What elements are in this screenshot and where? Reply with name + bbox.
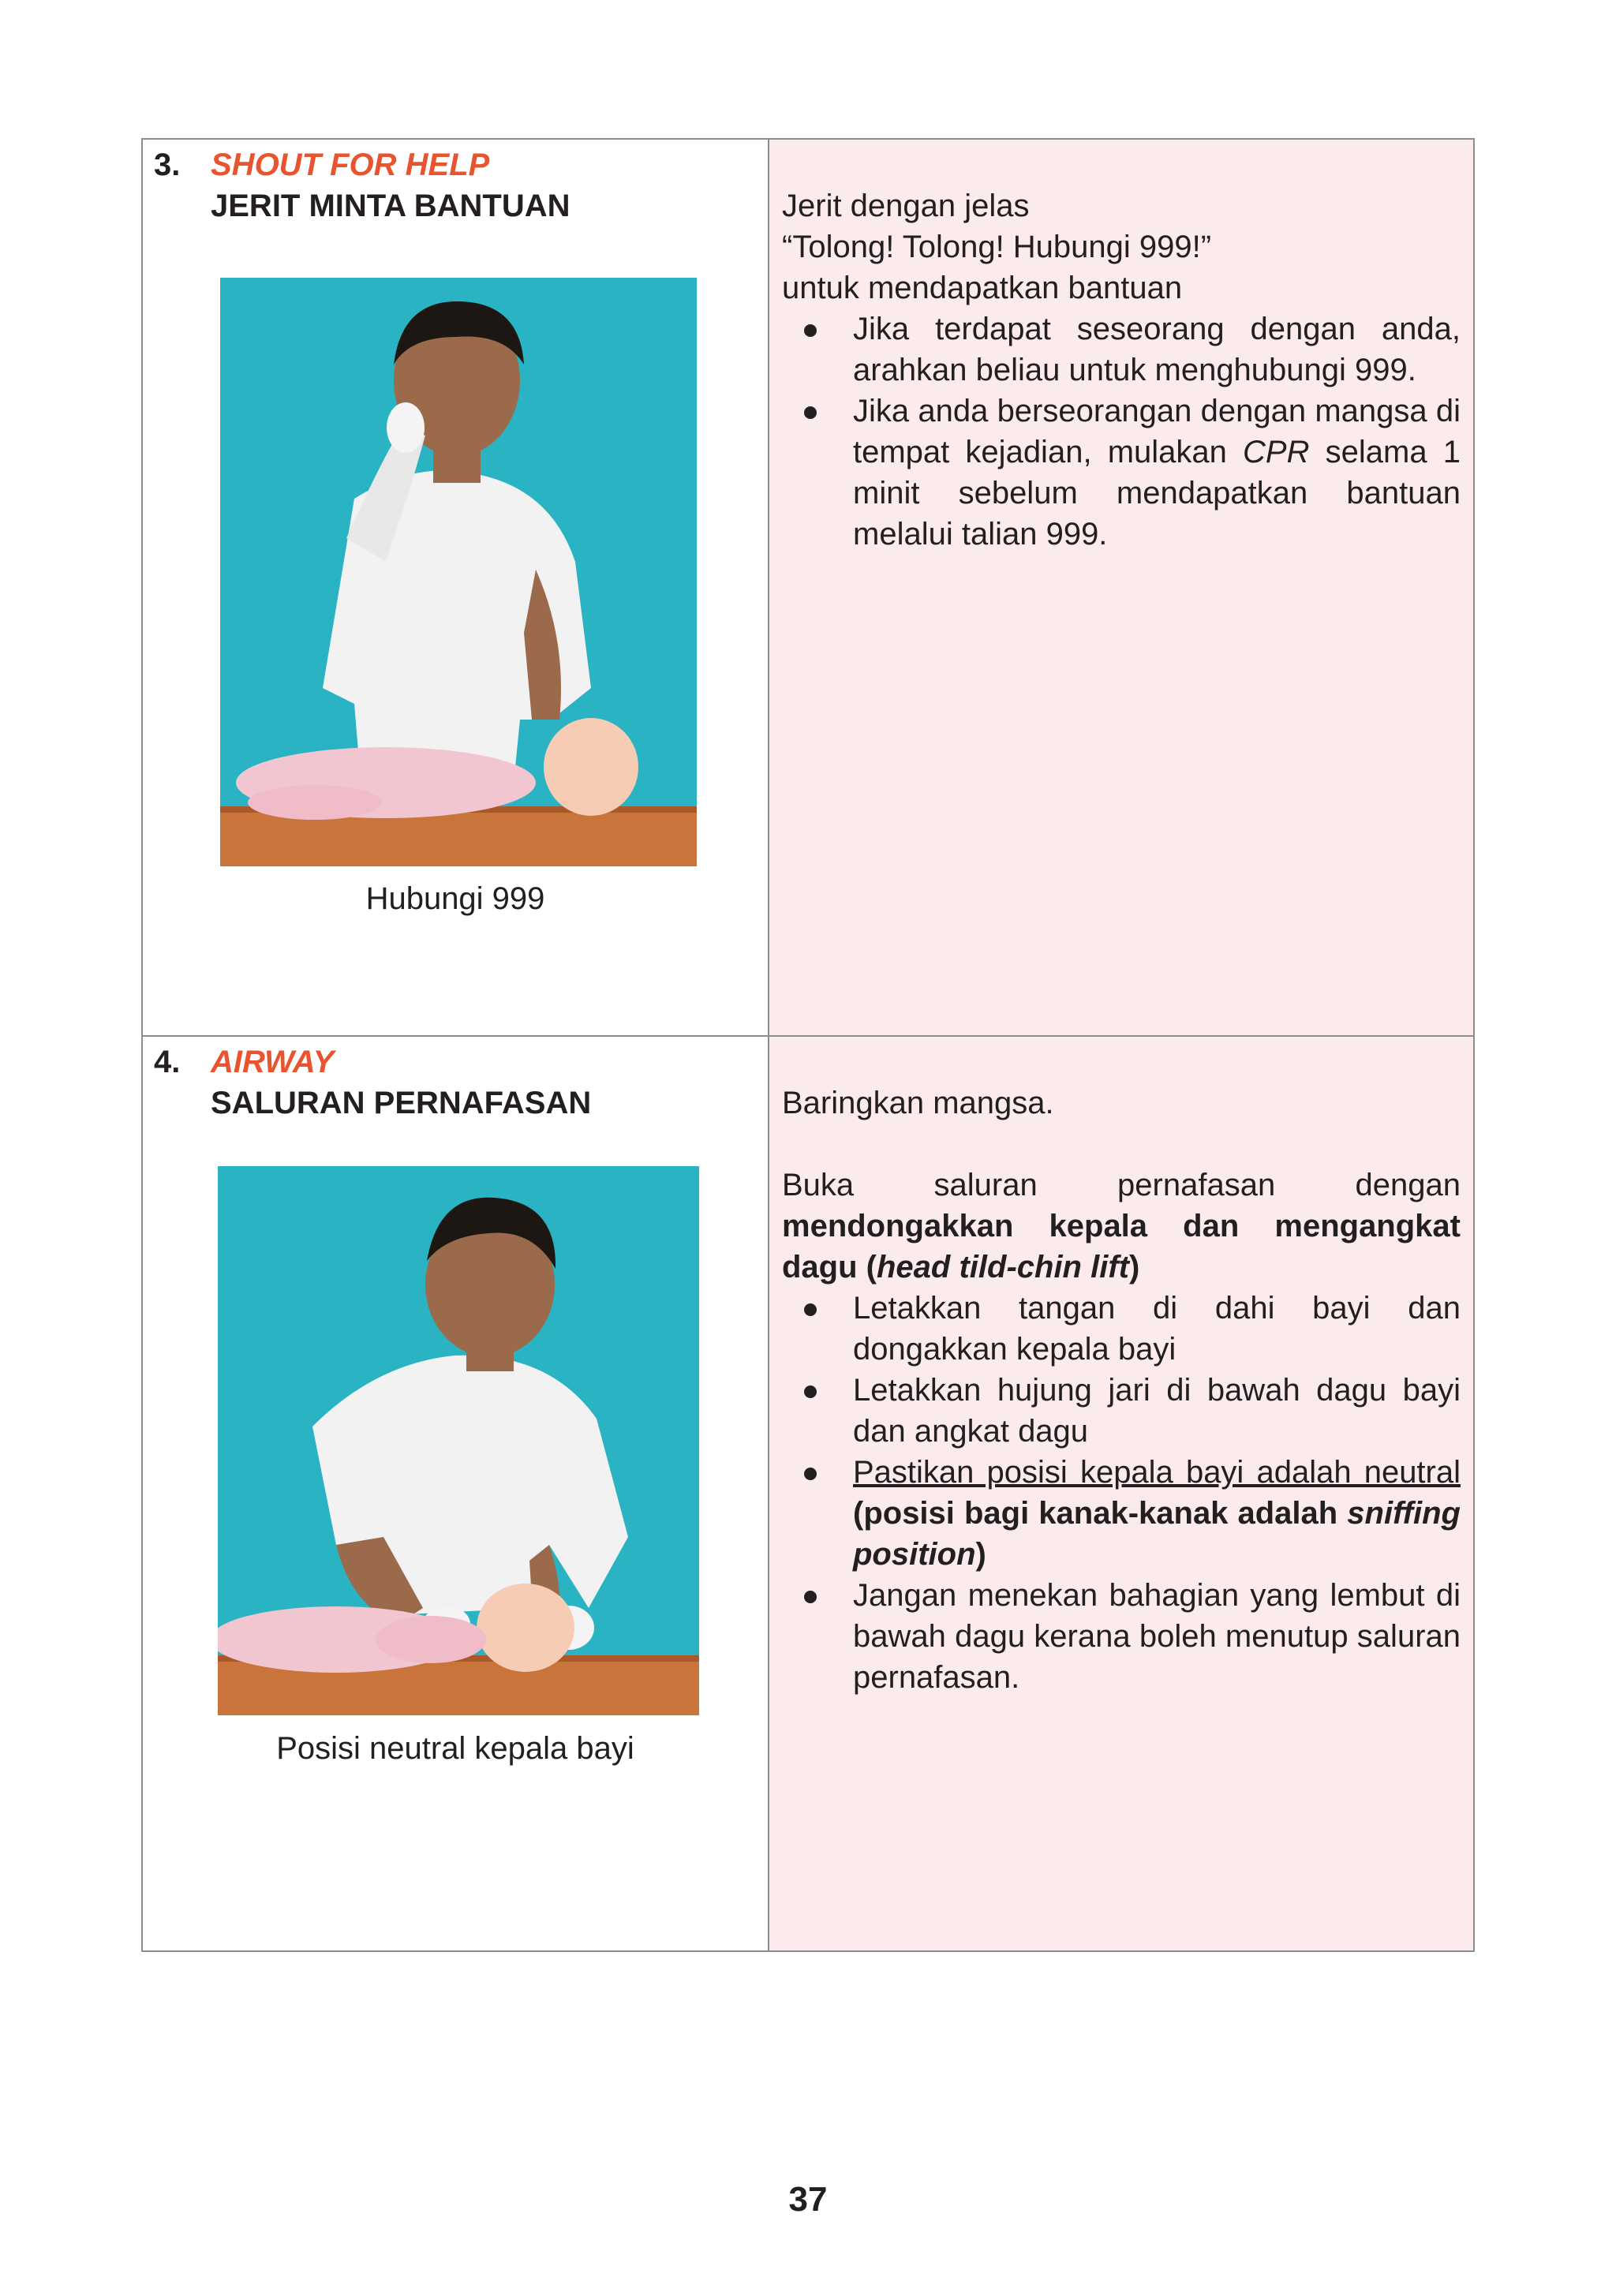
list-item-underlined: Pastikan posisi kepala bayi adalah neutral	[853, 1455, 1461, 1490]
photo-head-position	[218, 1166, 699, 1715]
step-number: 3.	[154, 148, 181, 182]
instruction-line: Jerit dengan jelas	[782, 189, 1030, 223]
table-row	[142, 1036, 1474, 1951]
spacer	[782, 1124, 1461, 1165]
list-item-italic: CPR	[1243, 435, 1310, 469]
photo-calling-999	[220, 278, 697, 866]
paragraph-bold: )	[1128, 1250, 1140, 1284]
bullet-list	[782, 309, 1461, 555]
step-title-en: SHOUT FOR HELP	[211, 148, 490, 182]
step-number: 4.	[154, 1045, 181, 1079]
list-item: Letakkan hujung jari di bawah dagu bayi dan angkat dagu	[782, 1370, 1461, 1452]
list-item	[782, 1452, 1461, 1575]
instruction-line: untuk mendapatkan bantuan	[782, 271, 1183, 305]
step-3-heading	[154, 144, 570, 226]
list-item: Jika terdapat seseorang dengan anda, arahkan beliau untuk menghubungi 999.	[782, 309, 1461, 391]
instruction-line: Baringkan mangsa.	[782, 1086, 1054, 1120]
step-4-heading	[154, 1041, 591, 1124]
photo-caption: Posisi neutral kepala bayi	[276, 1731, 634, 1766]
list-item-bold: )	[975, 1537, 986, 1572]
instruction-line: “Tolong! Tolong! Hubungi 999!”	[782, 230, 1212, 264]
table-row	[142, 139, 1474, 1036]
content-table	[141, 138, 1475, 1952]
step-title-ms: SALURAN PERNAFASAN	[211, 1086, 592, 1120]
paragraph-text: Buka saluran pernafasan dengan	[782, 1168, 1461, 1202]
list-item-bold: (posisi bagi kanak-kanak adalah	[853, 1496, 1348, 1531]
list-item-bold-italic: sniffing position	[853, 1496, 1461, 1572]
photo-caption: Hubungi 999	[365, 881, 545, 916]
paragraph-bold-italic: head tild-chin lift	[876, 1250, 1129, 1284]
instruction-paragraph	[782, 1165, 1461, 1288]
step-title-ms: JERIT MINTA BANTUAN	[211, 189, 570, 223]
step-4-left-cell	[142, 1036, 769, 1951]
step-3-left-cell	[142, 139, 769, 1036]
paragraph-bold: mendongakkan kepala dan mengangkat dagu (	[782, 1209, 1461, 1284]
step-4-right-cell	[769, 1036, 1474, 1951]
step-title-en: AIRWAY	[211, 1045, 335, 1079]
list-item	[782, 391, 1461, 555]
bullet-list	[782, 1288, 1461, 1698]
step-3-right-cell	[769, 139, 1474, 1036]
list-item: Jangan menekan bahagian yang lembut di bawah dagu kerana boleh menutup saluran pernafasan.	[782, 1575, 1461, 1698]
list-item-text: Jika anda berseorangan dengan mangsa di tempat kejadian, mulakan	[853, 394, 1461, 469]
list-item: Letakkan tangan di dahi bayi dan dongakkan kepala bayi	[782, 1288, 1461, 1370]
list-item-text: selama 1 minit sebelum mendapatkan bantuan melalui talian 999.	[853, 435, 1461, 552]
page-number: 37	[788, 2180, 828, 2219]
